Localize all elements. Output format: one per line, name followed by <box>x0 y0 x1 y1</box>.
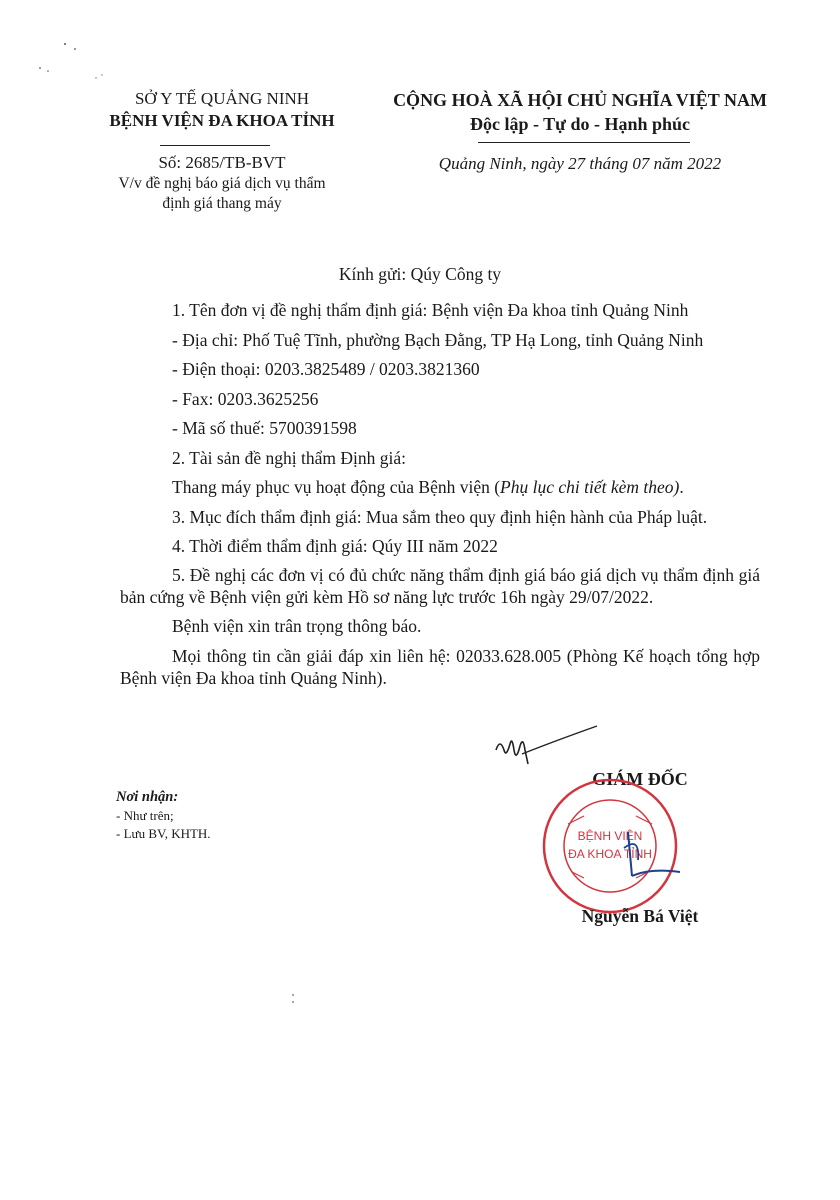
salutation: Kính gửi: Qúy Công ty <box>338 264 502 284</box>
item-2: 2. Tài sản đề nghị thẩm Định giá: <box>172 447 406 468</box>
seal-line-1: BỆNH VIỆN <box>577 829 643 843</box>
country-name: CỘNG HOÀ XÃ HỘI CHỦ NGHĨA VIỆT NAM <box>393 90 767 110</box>
letter-body <box>120 296 760 693</box>
recipient-item: - Như trên; <box>116 808 174 823</box>
organization-name: BỆNH VIỆN ĐA KHOA TỈNH <box>109 111 335 130</box>
document-number: Số: 2685/TB-BVT <box>158 153 286 172</box>
agency-name: SỞ Y TẾ QUẢNG NINH <box>134 89 310 108</box>
signer-title: GIÁM ĐỐC <box>592 769 688 789</box>
national-title <box>380 88 780 136</box>
asset-line <box>120 473 760 503</box>
place-and-date: Quảng Ninh, ngày 27 tháng 07 năm 2022 <box>438 154 722 173</box>
phone-line: - Điện thoại: 0203.3825489 / 0203.3821360 <box>172 359 480 379</box>
left-header-rule <box>160 145 270 146</box>
seal-line-2: ĐA KHOA TỈNH <box>568 847 652 861</box>
subject-line-2: định giá thang máy <box>162 195 282 212</box>
scan-specks-bottom <box>288 990 298 1010</box>
address-line: - Địa chỉ: Phố Tuệ Tĩnh, phường Bạch Đằng, TP Hạ Long, tỉnh Quảng Ninh <box>172 329 704 350</box>
notice-line: Bệnh viện xin trân trọng thông báo. <box>172 616 422 636</box>
recipients-block <box>116 788 356 843</box>
scan-specks <box>30 36 110 86</box>
recipient-item: - Lưu BV, KHTH. <box>116 826 211 841</box>
item-3: 3. Mục đích thẩm định giá: Mua sắm theo quy định hiện hành của Pháp luật. <box>172 506 708 527</box>
item-5: 5. Đề nghị các đơn vị có đủ chức năng thẩm định giá báo giá dịch vụ thẩm định giá bản cứng về Bệnh viện gửi kèm Hồ sơ năng lực trước 16h ngày 29/07/2022. <box>120 565 760 607</box>
asset-end: . <box>679 477 684 497</box>
document-subject <box>72 174 372 214</box>
subject-line-1: V/v đề nghị báo giá dịch vụ thẩm <box>118 175 326 192</box>
contact-line: Mọi thông tin cần giải đáp xin liên hệ: 02033.628.005 (Phòng Kế hoạch tổng hợp Bệnh viện Đa khoa tỉnh Quảng Ninh). <box>120 645 760 688</box>
asset-note: Phụ lục chi tiết kèm theo) <box>500 477 680 497</box>
right-header-rule <box>478 142 690 143</box>
asset-text: Thang máy phục vụ hoạt động của Bệnh viện ( <box>172 477 501 497</box>
signer-name: Nguyễn Bá Việt <box>581 906 699 926</box>
tax-code-line: - Mã số thuế: 5700391598 <box>172 418 357 438</box>
item-4: 4. Thời điểm thẩm định giá: Qúy III năm 2022 <box>172 535 498 556</box>
issuing-authority <box>72 88 372 132</box>
fax-line: - Fax: 0203.3625256 <box>172 388 319 409</box>
item-1: 1. Tên đơn vị đề nghị thẩm định giá: Bệnh viện Đa khoa tỉnh Quảng Ninh <box>172 300 689 320</box>
national-motto: Độc lập - Tự do - Hạnh phúc <box>469 114 691 134</box>
official-seal <box>540 776 680 916</box>
recipients-title: Nơi nhận: <box>116 789 179 805</box>
handwritten-initials <box>492 720 602 770</box>
